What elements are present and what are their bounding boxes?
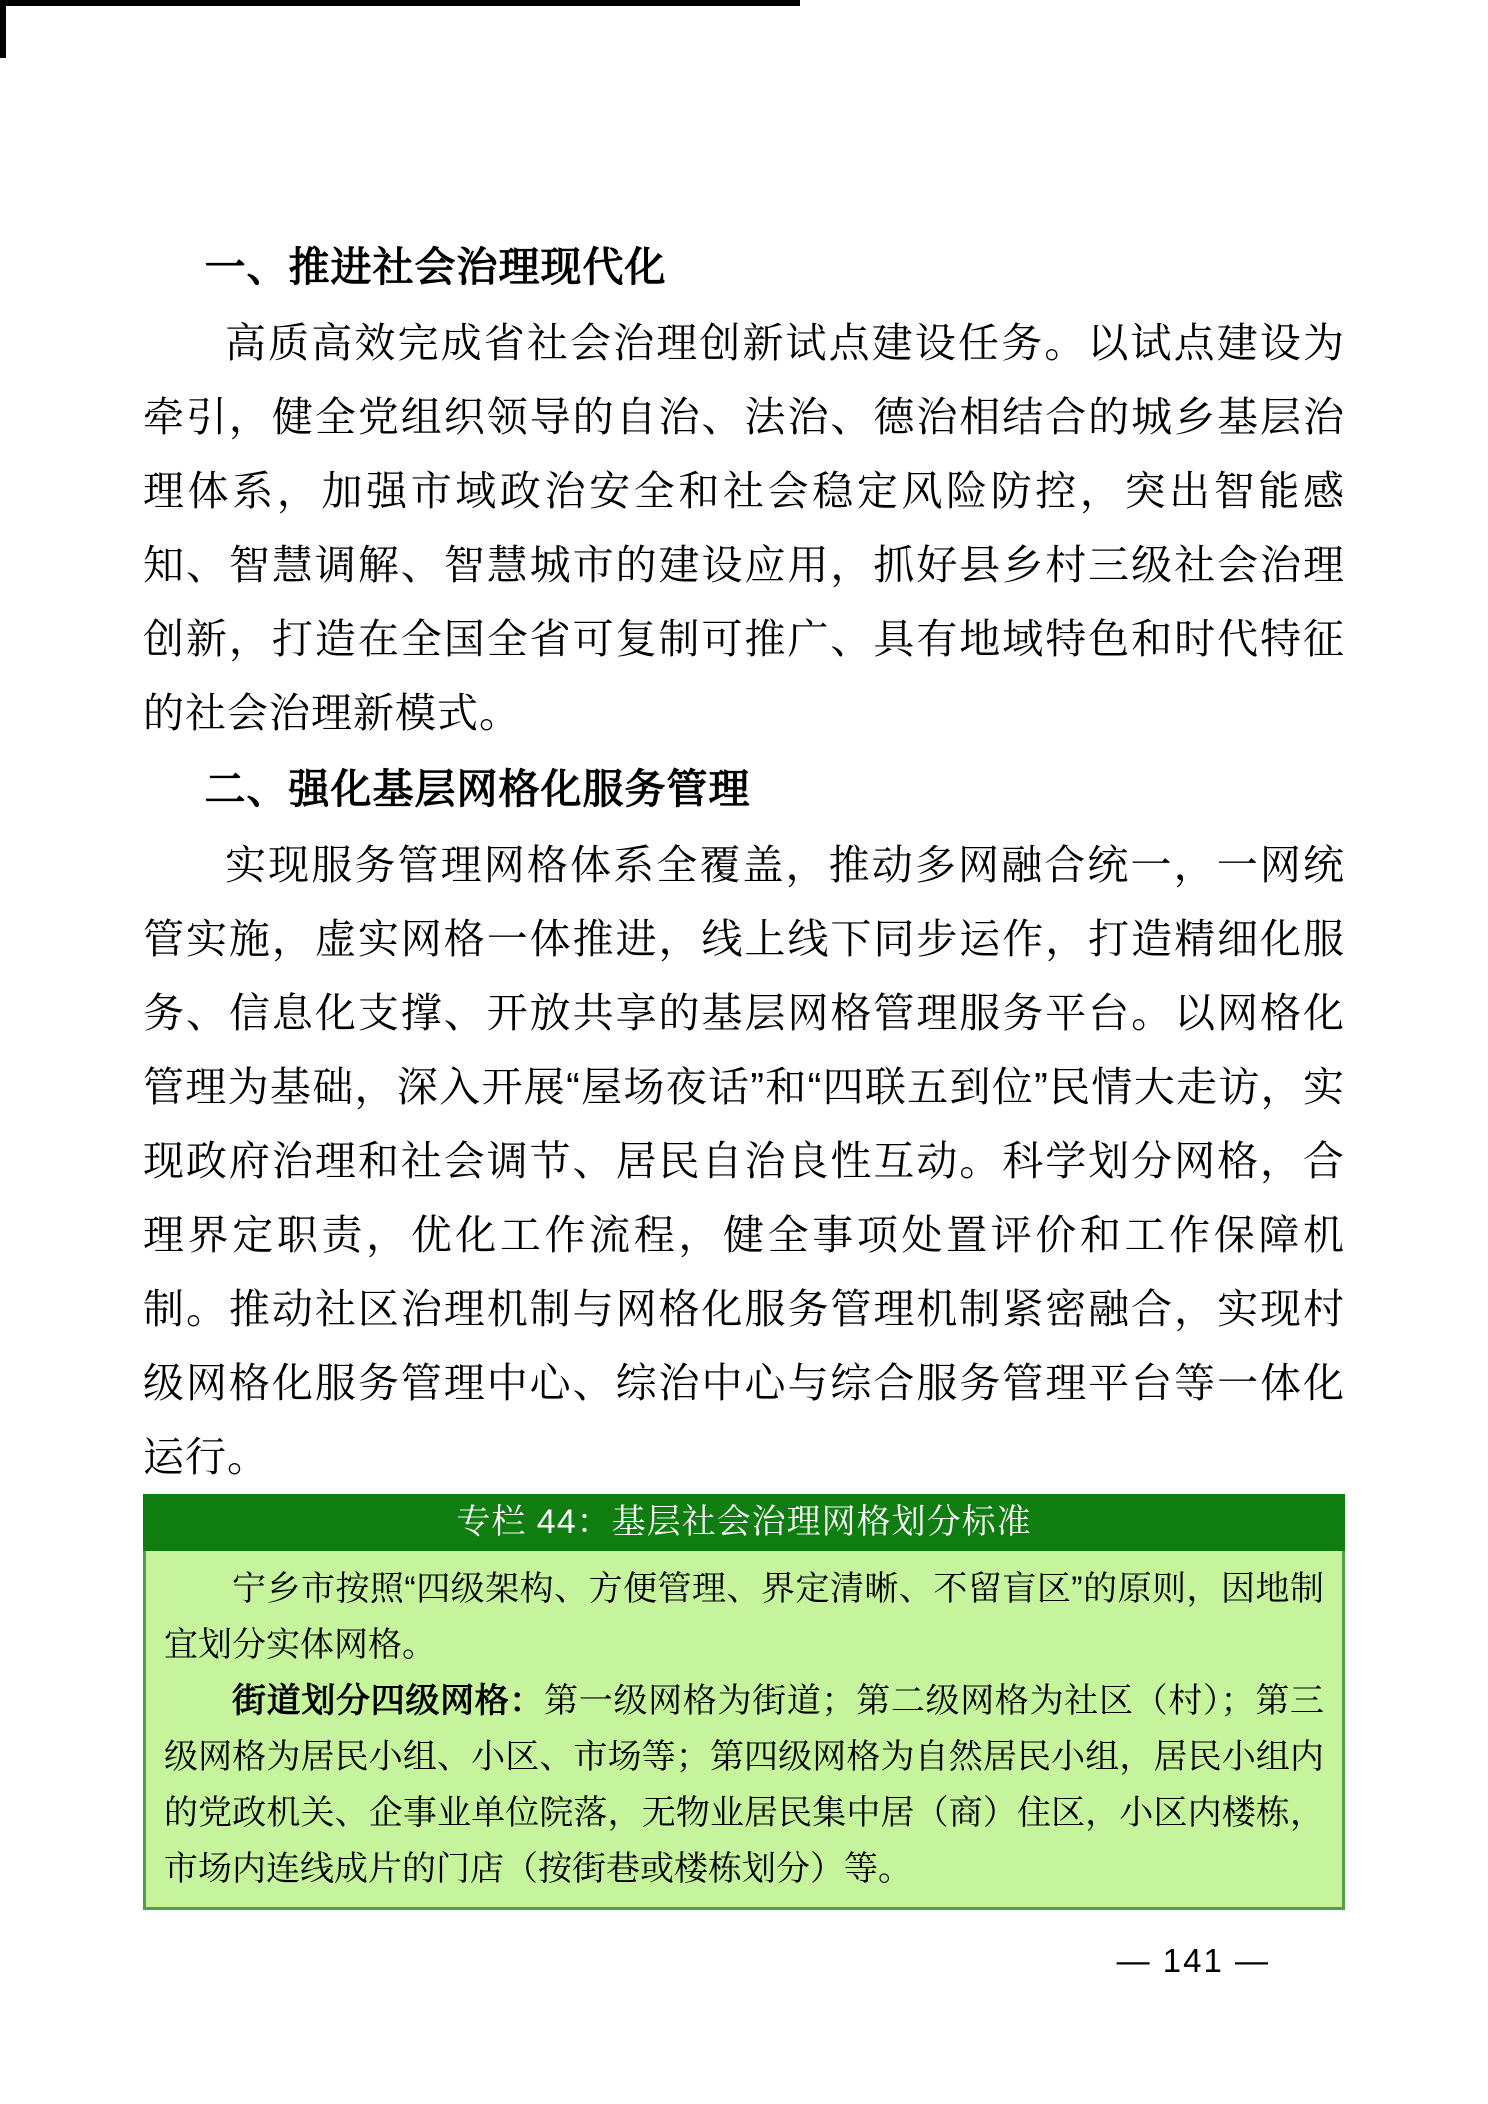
section-2-heading: 二、强化基层网格化服务管理 [204, 766, 751, 812]
section-1-heading: 一、推进社会治理现代化 [204, 244, 667, 290]
panel-paragraph-2-text: 第一级网格为街道；第二级网格为社区（村）；第三级网格为居民小组、小区、市场等；第四级网格为自然居民小组，居民小组内的党政机关、企事业单位院落，无物业居民集中居（商）住区，小区内楼栋，市场内连线成片的门店（按街巷或楼栋划分）等。 [164, 1682, 1325, 1888]
scan-artifact-left-edge [0, 0, 6, 58]
section-2-paragraph: 实现服务管理网格体系全覆盖，推动多网融合统一，一网统管实施，虚实网格一体推进，线上线下同步运作，打造精细化服务、信息化支撑、开放共享的基层网格管理服务平台。以网格化管理为基础，深入开展“屋场夜话”和“四联五到位”民情大走访，实现政府治理和社会调节、居民自治良性互动。科学划分网格，合理界定职责，优化工作流程，健全事项处置评价和工作保障机制。推动社区治理机制与网格化服务管理机制紧密融合，实现村级网格化服务管理中心、综治中心与综合服务管理平台等一体化运行。 [143, 842, 1345, 1480]
panel-paragraph-1: 宁乡市按照“四级架构、方便管理、界定清晰、不留盲区”的原则，因地制宜划分实体网格。 [164, 1570, 1324, 1664]
column-panel-title: 专栏 44：基层社会治理网格划分标准 [143, 1494, 1345, 1551]
page-number: — 141 — [1116, 1942, 1270, 1979]
panel-paragraph-2 [164, 1673, 1324, 1897]
column-panel [143, 1494, 1345, 1910]
section-1-paragraph: 高质高效完成省社会治理创新试点建设任务。以试点建设为牵引，健全党组织领导的自治、法治、德治相结合的城乡基层治理体系，加强市域政治安全和社会稳定风险防控，突出智能感知、智慧调解、智慧城市的建设应用，抓好县乡村三级社会治理创新，打造在全国全省可复制可推广、具有地域特色和时代特征的社会治理新模式。 [143, 320, 1345, 736]
scan-artifact-top-edge [0, 0, 800, 6]
column-panel-body [143, 1551, 1345, 1910]
panel-paragraph-2-lead: 街道划分四级网格： [232, 1682, 545, 1720]
